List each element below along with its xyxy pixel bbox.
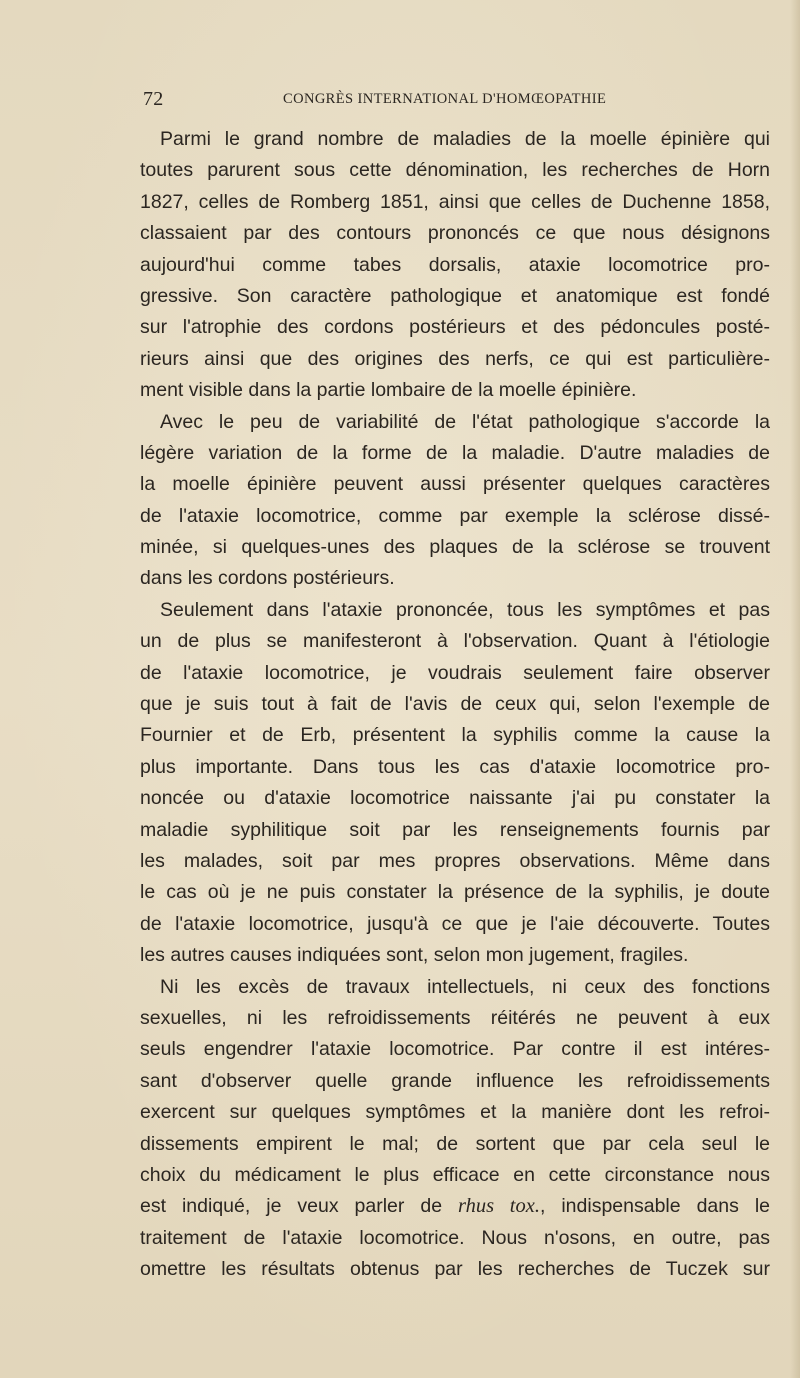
page-number: 72 — [143, 88, 164, 110]
text-line: ment visible dans la partie lombaire de la moelle épinière. — [140, 379, 637, 402]
text-line: légère variation de la forme de la maladie. D'autre maladies de — [140, 441, 770, 464]
text-line: choix du médicament le plus efficace en cette circonstance nous — [140, 1163, 770, 1186]
text-line: le cas où je ne puis constater la présence de la syphilis, je doute — [140, 881, 770, 904]
text-line: rieurs ainsi que des origines des nerfs, ce qui est particulière- — [140, 347, 770, 370]
text-line: est indiqué, je veux parler de rhus tox., indispensable dans le — [140, 1195, 770, 1218]
text-line: exercent sur quelques symptômes et la manière dont les refroi- — [140, 1101, 770, 1124]
italic-term: rhus tox. — [458, 1195, 540, 1218]
text-line: dans les cordons postérieurs. — [140, 567, 395, 590]
text-line: plus importante. Dans tous les cas d'ataxie locomotrice pro- — [140, 755, 770, 778]
text-line: les malades, soit par mes propres observations. Même dans — [140, 849, 770, 872]
text-line: omettre les résultats obtenus par les recherches de Tuczek sur — [140, 1258, 770, 1281]
text-line: la moelle épinière peuvent aussi présenter quelques caractères — [140, 473, 770, 496]
text-line: maladie syphilitique soit par les renseignements fournis par — [140, 818, 770, 841]
text-line: Fournier et de Erb, présentent la syphilis comme la cause la — [140, 724, 770, 747]
text-line: classaient par des contours prononcés ce que nous désignons — [140, 222, 770, 245]
body-text — [140, 124, 770, 1285]
text-line: toutes parurent sous cette dénomination, les recherches de Horn — [140, 159, 770, 182]
text-line: de l'ataxie locomotrice, jusqu'à ce que je l'aie découverte. Toutes — [140, 912, 770, 935]
text-line: un de plus se manifesteront à l'observation. Quant à l'étiologie — [140, 630, 770, 653]
text-line: gressive. Son caractère pathologique et anatomique est fondé — [140, 284, 770, 307]
text-line: de l'ataxie locomotrice, je voudrais seulement faire observer — [140, 661, 770, 684]
text-line: sexuelles, ni les refroidissements réitérés ne peuvent à eux — [140, 1006, 770, 1029]
page-header — [143, 88, 643, 116]
text-line: aujourd'hui comme tabes dorsalis, ataxie locomotrice pro- — [140, 253, 770, 276]
text-line: les autres causes indiquées sont, selon mon jugement, fragiles. — [140, 944, 689, 967]
text-line: de l'ataxie locomotrice, comme par exemple la sclérose dissé- — [140, 504, 770, 527]
text-line: Avec le peu de variabilité de l'état pathologique s'accorde la — [160, 410, 770, 433]
text-line: 1827, celles de Romberg 1851, ainsi que celles de Duchenne 1858, — [140, 190, 770, 213]
text-line: Parmi le grand nombre de maladies de la moelle épinière qui — [160, 128, 770, 150]
text-line: seuls engendrer l'ataxie locomotrice. Par contre il est intéres- — [140, 1038, 770, 1061]
text-line: que je suis tout à fait de l'avis de ceux qui, selon l'exemple de — [140, 693, 770, 716]
running-head: CONGRÈS INTERNATIONAL D'HOMŒOPATHIE — [283, 91, 607, 107]
page-edge-shadow — [790, 0, 800, 1378]
text-line: Ni les excès de travaux intellectuels, ni ceux des fonctions — [160, 975, 770, 998]
text-line: noncée ou d'ataxie locomotrice naissante j'ai pu constater la — [140, 787, 770, 810]
text-line: Seulement dans l'ataxie prononcée, tous les symptômes et pas — [160, 598, 770, 621]
text-line: sant d'observer quelle grande influence les refroidissements — [140, 1069, 770, 1092]
text-line: traitement de l'ataxie locomotrice. Nous n'osons, en outre, pas — [140, 1226, 770, 1249]
text-line: sur l'atrophie des cordons postérieurs et des pédoncules posté- — [140, 316, 770, 339]
text-line: dissements empirent le mal; de sortent que par cela seul le — [140, 1132, 770, 1155]
text-line: minée, si quelques-unes des plaques de la sclérose se trouvent — [140, 536, 770, 559]
